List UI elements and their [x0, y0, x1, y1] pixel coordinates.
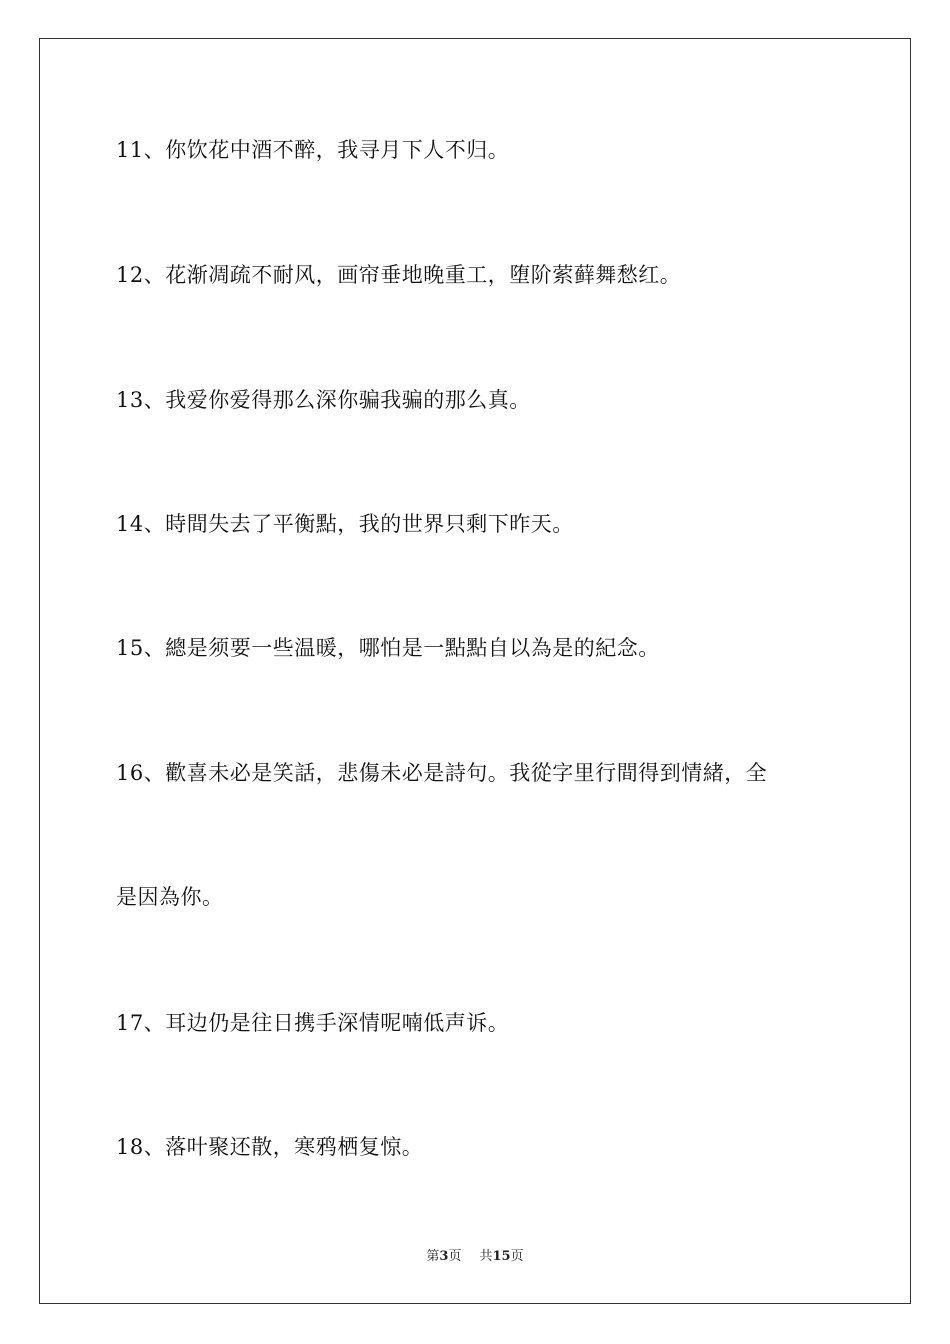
- page-footer: [0, 1248, 950, 1266]
- text-line-13: 13、我爱你爱得那么深你骗我骗的那么真。: [116, 388, 531, 412]
- text-line-12: 12、花渐凋疏不耐风，画帘垂地晚重工，堕阶萦藓舞愁红。: [116, 263, 682, 287]
- text-line-18: 18、落叶聚还散，寒鸦栖复惊。: [116, 1135, 424, 1159]
- page-prefix: 第: [426, 1249, 440, 1264]
- text-line-15: 15、總是须要一些温暖，哪怕是一點點自以為是的紀念。: [116, 636, 660, 660]
- page-border: [39, 38, 911, 1304]
- page-suffix: 页: [448, 1249, 462, 1264]
- page-number: 3: [439, 1249, 449, 1264]
- total-suffix: 页: [510, 1249, 524, 1264]
- text-line-17: 17、耳边仍是往日携手深情呢喃低声诉。: [116, 1011, 510, 1035]
- text-line-11: 11、你饮花中酒不醉，我寻月下人不归。: [116, 138, 510, 162]
- total-prefix: 共: [479, 1249, 493, 1264]
- text-line-14: 14、時間失去了平衡點，我的世界只剩下昨天。: [116, 512, 574, 536]
- text-line-16: 16、歡喜未必是笑話，悲傷未必是詩句。我從字里行間得到情緒，全: [116, 761, 768, 785]
- text-line-16-cont: 是因為你。: [116, 885, 224, 909]
- total-pages: 15: [492, 1249, 511, 1264]
